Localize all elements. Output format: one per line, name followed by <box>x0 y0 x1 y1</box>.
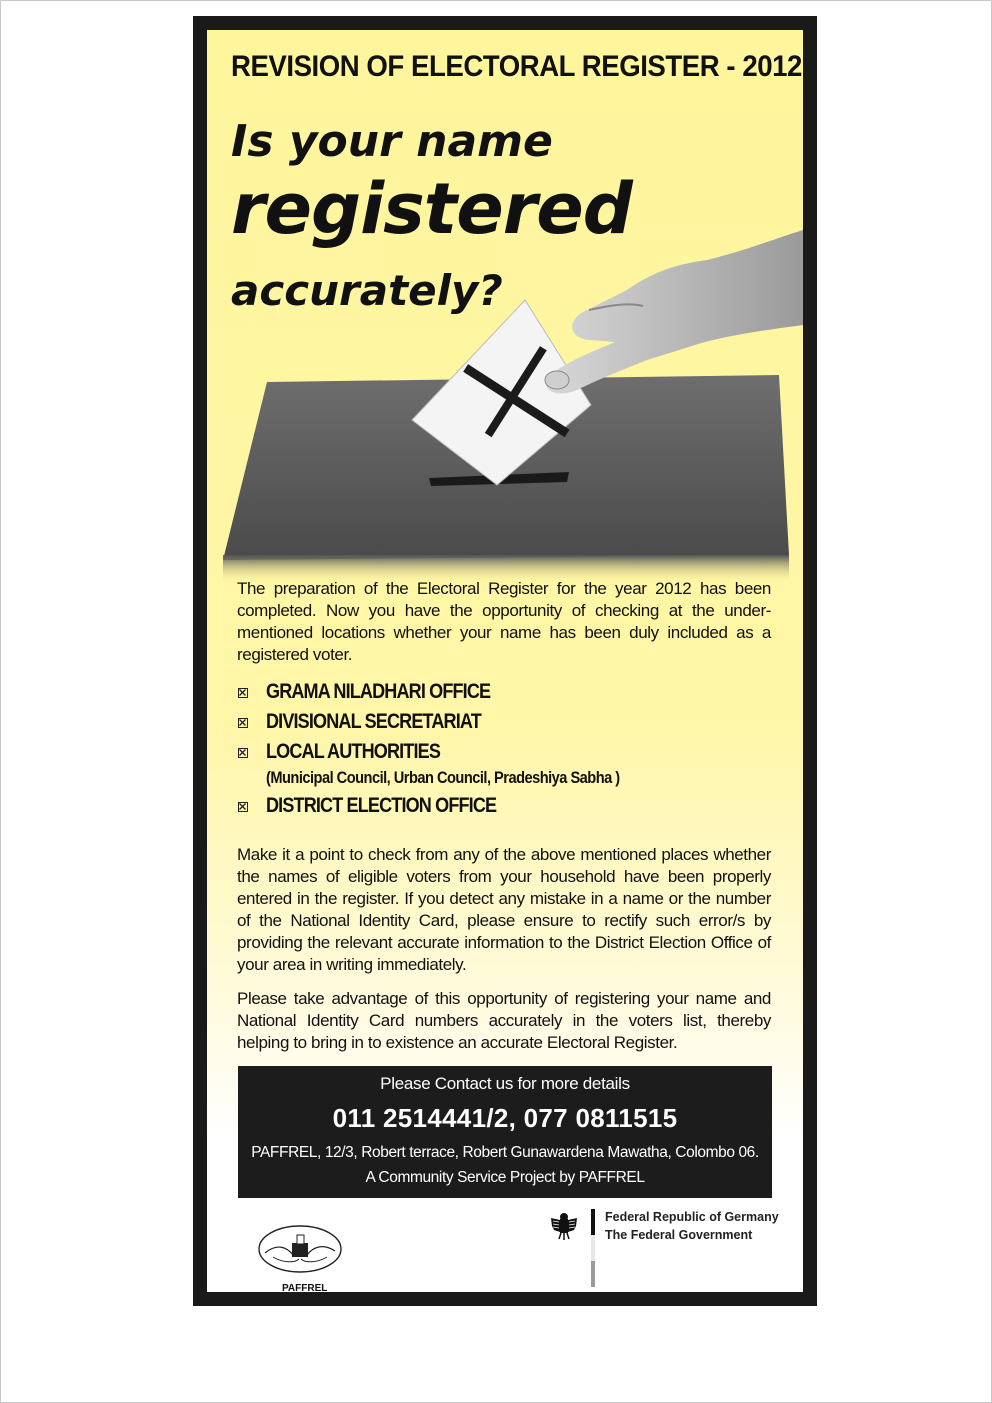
list-item <box>237 710 777 740</box>
contact-title: Please Contact us for more details <box>380 1074 630 1093</box>
list-item <box>237 794 777 824</box>
checkbox-x-icon <box>238 718 248 728</box>
contact-box <box>238 1066 772 1198</box>
locations-list <box>237 680 777 824</box>
list-item <box>237 680 777 710</box>
german-flag-bar <box>591 1209 595 1287</box>
gov-line-1: Federal Republic of Germany <box>605 1210 779 1224</box>
federal-eagle-icon <box>547 1208 581 1242</box>
location-district-election-office: DISTRICT ELECTION OFFICE <box>266 794 497 817</box>
checkbox-x-icon <box>238 748 248 758</box>
intro-paragraph: The preparation of the Electoral Register for the year 2012 has been completed. Now you have the opportunity of checking at the under-mentioned locations whether your name has been duly included as a registered voter. <box>237 579 771 664</box>
hand-illustration <box>545 230 803 393</box>
poster <box>193 16 817 1306</box>
local-authorities-note <box>237 770 777 794</box>
gov-line-2: The Federal Government <box>605 1228 753 1242</box>
headline-line-3: accurately? <box>231 266 503 315</box>
headline-line-2: registered <box>231 168 632 250</box>
paffrel-label: PAFFREL <box>282 1283 328 1292</box>
location-grama-niladhari: GRAMA NILADHARI OFFICE <box>266 680 491 703</box>
poster-body <box>207 30 803 1292</box>
contact-project: A Community Service Project by PAFFREL <box>365 1169 645 1186</box>
checkbox-x-icon <box>238 688 248 698</box>
contact-phone: 011 2514441/2, 077 0811515 <box>332 1103 678 1133</box>
paffrel-logo <box>255 1213 345 1283</box>
local-authorities-note-text: (Municipal Council, Urban Council, Pradeshiya Sabha ) <box>266 768 620 787</box>
checkbox-x-icon <box>238 802 248 812</box>
location-local-authorities: LOCAL AUTHORITIES <box>266 740 441 763</box>
header-title: REVISION OF ELECTORAL REGISTER - 2012 <box>231 50 802 83</box>
list-item <box>237 740 777 770</box>
german-government-logo <box>547 1208 787 1288</box>
headline-line-1: Is your name <box>231 116 553 167</box>
instruction-paragraph: Make it a point to check from any of the above mentioned places whether the names of eligible voters from your household have been properly entered in the register. If you detect any mistake in a name or the number of the National Identity Card, please ensure to rectify such error/s by providing the relevant accurate information to the District Election Office of your area in writing immediately. <box>237 845 771 974</box>
contact-address: PAFFREL, 12/3, Robert terrace, Robert Gunawardena Mawatha, Colombo 06. <box>251 1144 759 1161</box>
location-divisional-secretariat: DIVISIONAL SECRETARIAT <box>266 710 481 733</box>
advantage-paragraph: Please take advantage of this opportunity of registering your name and National Identity Card numbers accurately in the voters list, thereby helping to bring in to existence an accurate Electoral Register. <box>237 989 771 1052</box>
